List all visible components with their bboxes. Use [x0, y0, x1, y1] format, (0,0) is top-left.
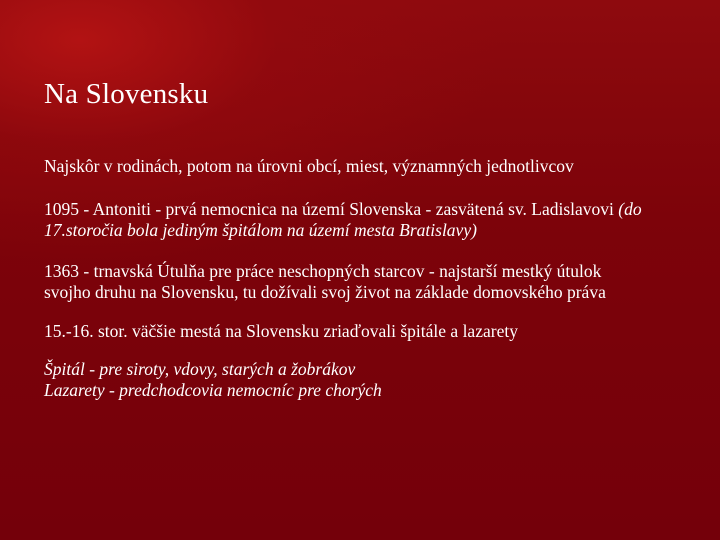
paragraph-families: Najskôr v rodinách, potom na úrovni obcí, miest, významných jednotlivcov: [44, 156, 574, 176]
slide-body: [44, 156, 684, 401]
spacer: [44, 342, 684, 359]
spacer: [44, 177, 684, 199]
paragraph-lazarety-def: Lazarety - predchodcovia nemocníc pre chorých: [44, 380, 382, 400]
paragraph-antoniti: [44, 199, 684, 241]
antoniti-text: 1095 - Antoniti - prvá nemocnica na území Slovenska - zasvätená sv. Ladislavovi: [44, 199, 619, 219]
paragraph-utulna-1: 1363 - trnavská Útulňa pre práce neschopných starcov - najstarší mestký útulok: [44, 261, 602, 281]
antoniti-note: (do 17.storočia bola jediným špitálom na území mesta Bratislavy): [44, 199, 642, 240]
paragraph-utulna-2: svojho druhu na Slovensku, tu dožívali svoj život na základe domovského práva: [44, 282, 606, 302]
slide-title: Na Slovensku: [44, 78, 209, 110]
paragraph-spitale: 15.-16. stor. väčšie mestá na Slovensku zriaďovali špitále a lazarety: [44, 321, 518, 341]
paragraph-spital-def: Špitál - pre siroty, vdovy, starých a žobrákov: [44, 359, 356, 379]
spacer: [44, 241, 684, 261]
spacer: [44, 303, 684, 321]
